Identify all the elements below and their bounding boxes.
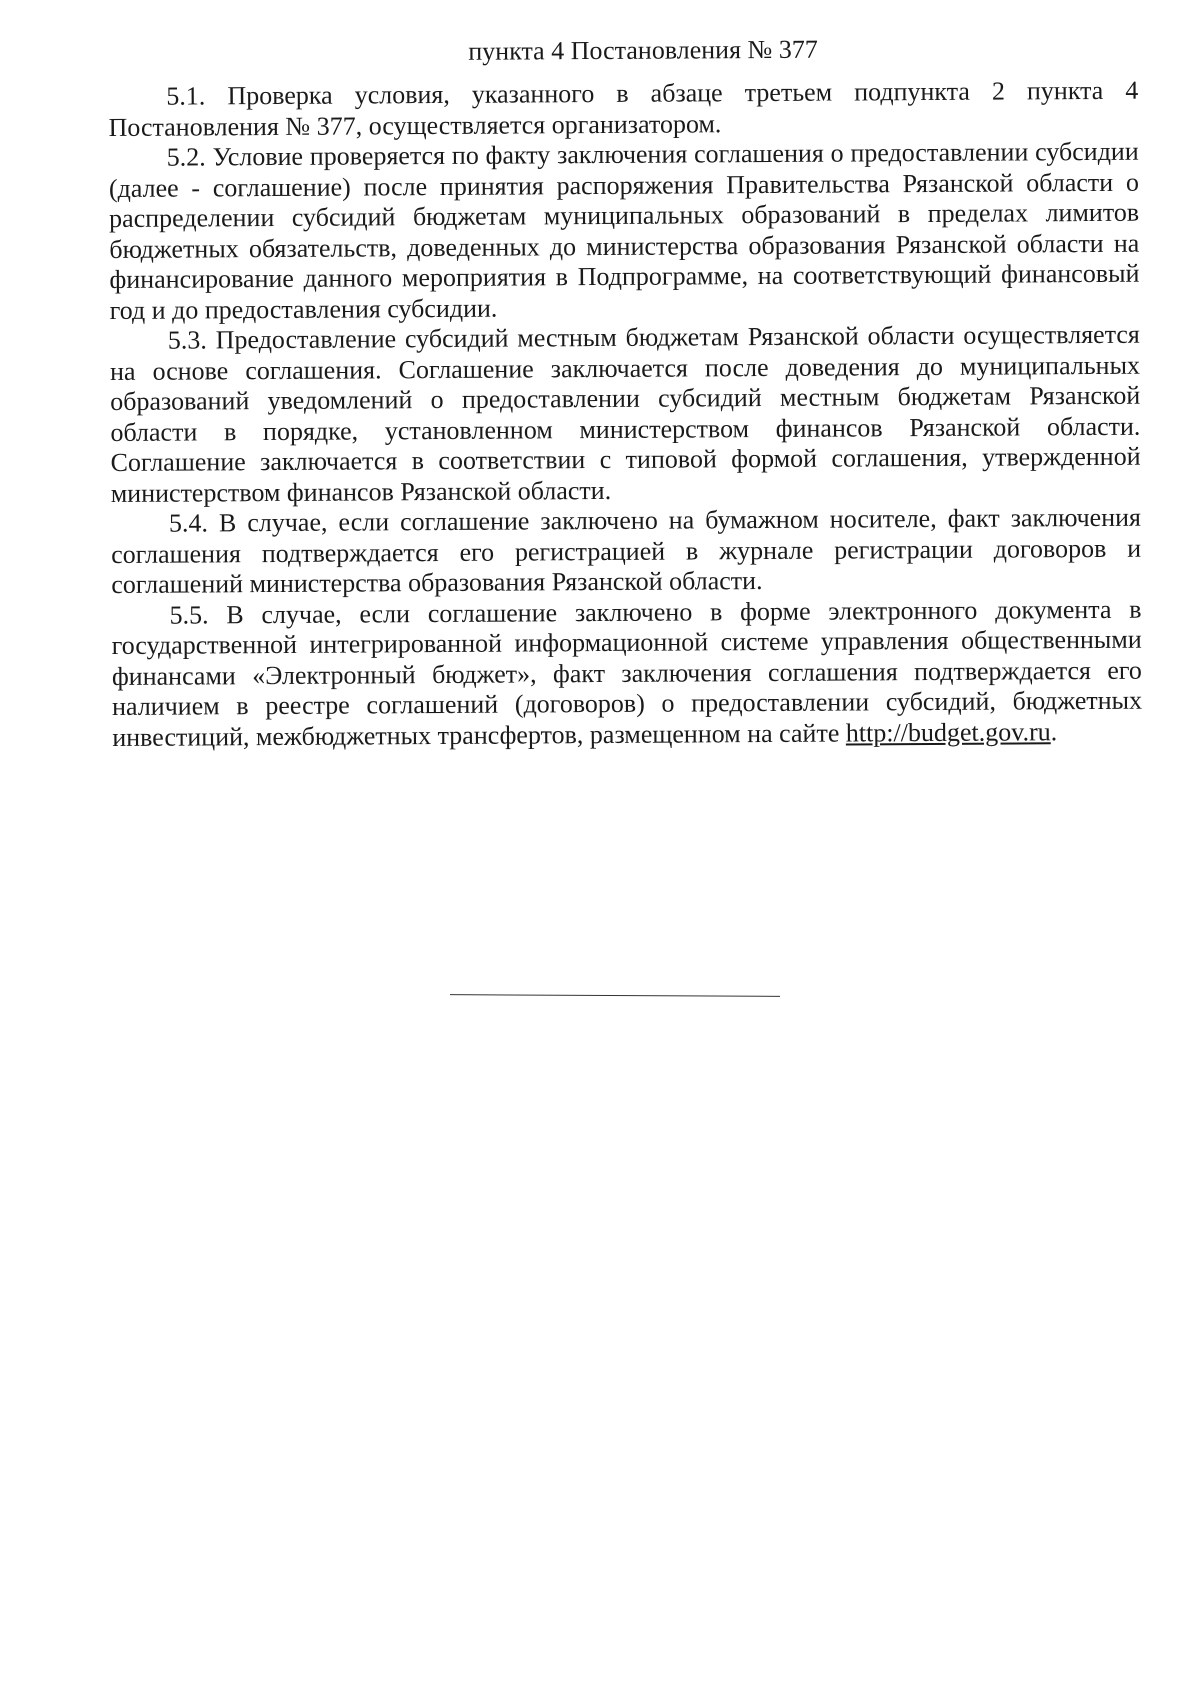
- paragraph-5-5: [111, 594, 1142, 753]
- paragraph-5-5-end: .: [1050, 716, 1058, 746]
- paragraph-5-1: 5.1. Проверка условия, указанного в абзаце третьем подпункта 2 пункта 4 Постановления № 377, осуществляется организатором.: [108, 75, 1139, 142]
- paragraph-5-5-text: 5.5. В случае, если соглашение заключено в форме электронного документа в государственной интегрированной информационной системе управления общественными финансами «Электронный бюджет», факт заключения соглашения подтверждается его наличием в реестре соглашений (договоров) о предоставлении субсидий, бюджетных инвестиций, межбюджетных трансфертов, размещенном на сайте: [111, 594, 1143, 752]
- paragraph-5-2: 5.2. Условие проверяется по факту заключения соглашения о предоставлении субсидии (далее - соглашение) после принятия распоряжения Правительства Рязанской области о распределении субсидий бюджетам муниципальных образований в пределах лимитов бюджетных обязательств, доведенных до министерства образования Рязанской области на финансирование данного мероприятия в Подпрограмме, на соответствующий финансовый год и до предоставления субсидии.: [108, 136, 1140, 325]
- document-page: [108, 32, 1142, 753]
- continued-heading: пункта 4 Постановления № 377: [468, 34, 818, 66]
- paragraph-5-4: 5.4. В случае, если соглашение заключено на бумажном носителе, факт заключения соглашения подтверждается его регистрацией в журнале регистрации договоров и соглашений министерства образования Рязанской области.: [111, 502, 1142, 599]
- paragraph-5-3: 5.3. Предоставление субсидий местным бюджетам Рязанской области осуществляется на основе соглашения. Соглашение заключается после доведения до муниципальных образований уведомлений о предоставлении субсидий местным бюджетам Рязанской области в порядке, установленном министерством финансов Рязанской области. Соглашение заключается в соответствии с типовой формой соглашения, утвержденной министерством финансов Рязанской области.: [109, 319, 1141, 508]
- budget-site-link[interactable]: http://budget.gov.ru: [845, 716, 1051, 748]
- end-divider-line: [450, 994, 780, 997]
